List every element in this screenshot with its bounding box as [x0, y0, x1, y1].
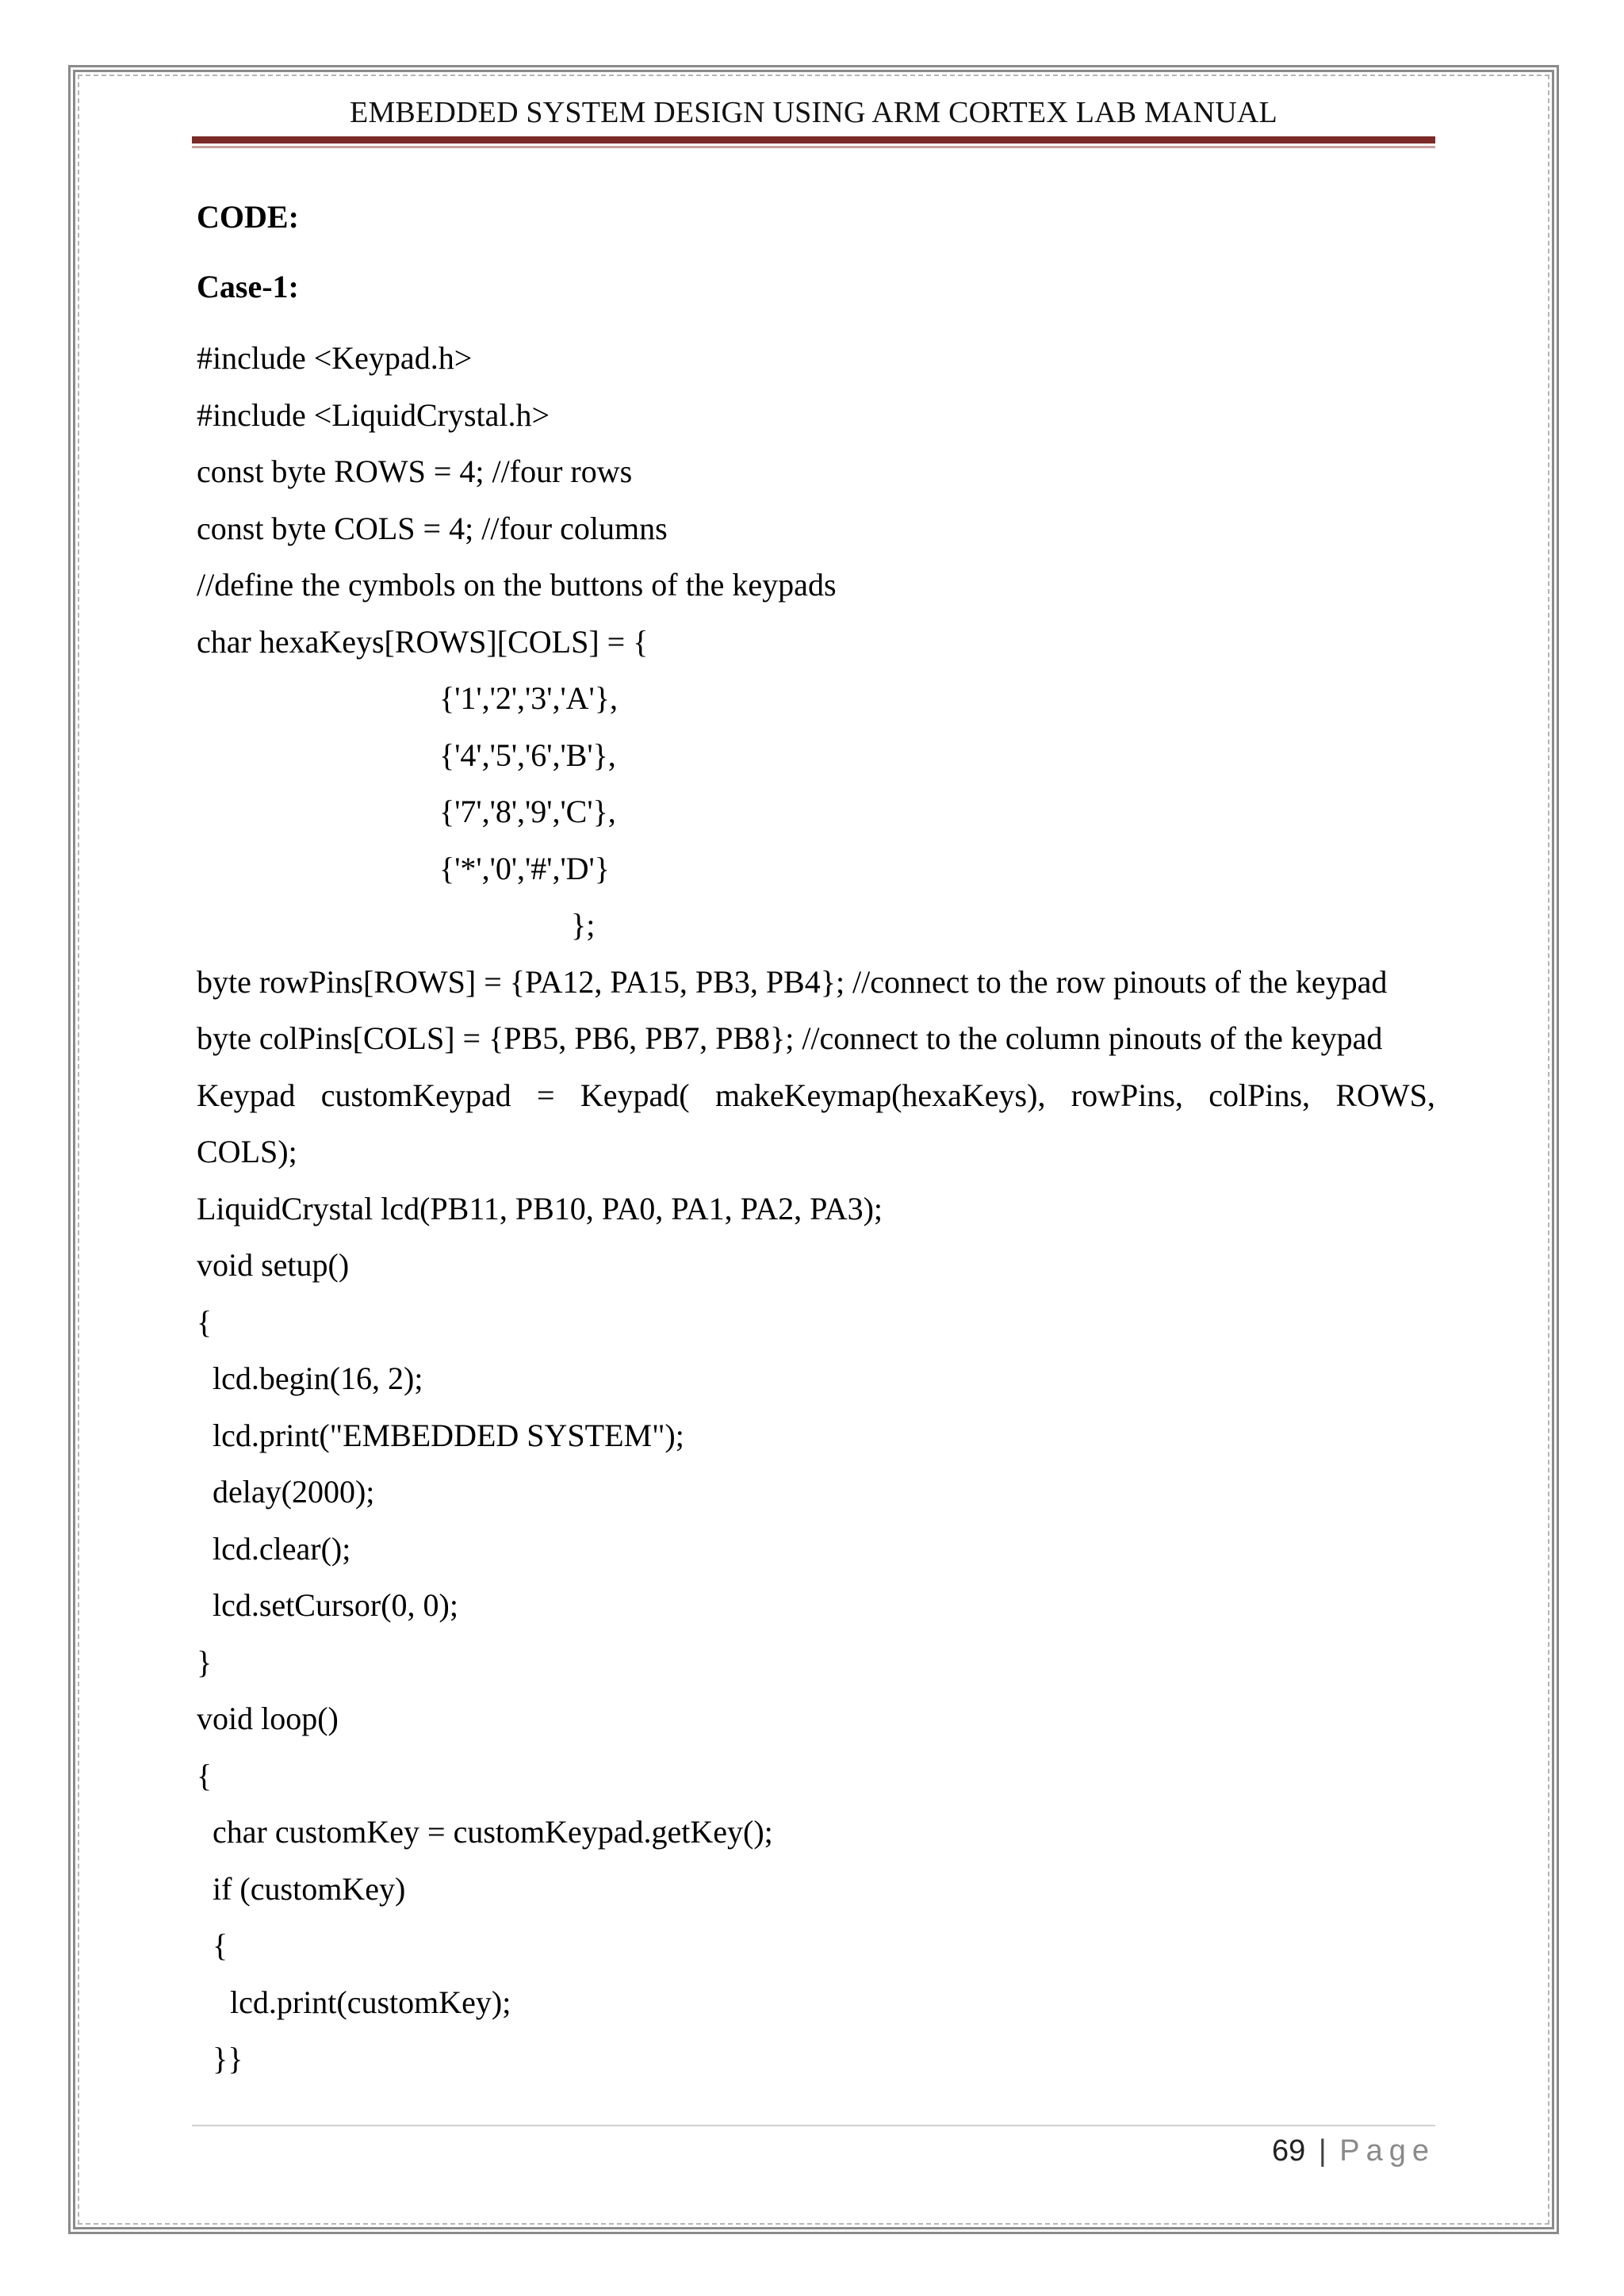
- footer-separator: |: [1318, 2134, 1327, 2168]
- section-heading-code: CODE:: [197, 199, 299, 235]
- code-line: void loop(): [197, 1701, 339, 1736]
- code-line: LiquidCrystal lcd(PB11, PB10, PA0, PA1, PA2, PA3);: [197, 1190, 883, 1226]
- code-word: ROWS,: [1335, 1077, 1435, 1113]
- code-line: char customKey = customKeypad.getKey();: [213, 1814, 773, 1850]
- header-rule-thin: [192, 146, 1435, 148]
- code-line: lcd.print(customKey);: [230, 1984, 511, 2020]
- page-footer: [1272, 2134, 1435, 2168]
- code-line: void setup(): [197, 1247, 350, 1283]
- code-line: delay(2000);: [213, 1474, 375, 1510]
- code-line: const byte ROWS = 4; //four rows: [197, 453, 633, 489]
- running-header: EMBEDDED SYSTEM DESIGN USING ARM CORTEX LAB MANUAL: [350, 96, 1277, 129]
- code-line: }}: [213, 2041, 243, 2076]
- code-line: lcd.clear();: [213, 1530, 351, 1567]
- code-line: byte rowPins[ROWS] = {PA12, PA15, PB3, PB4}; //connect to the row pinouts of the keypad: [197, 963, 1388, 1000]
- page-label: Page: [1339, 2134, 1435, 2168]
- code-line: {'7','8','9','C'},: [439, 794, 616, 829]
- code-word: customKeypad: [320, 1077, 511, 1113]
- code-line-justified: [197, 1067, 1435, 1124]
- code-word: =: [537, 1077, 555, 1113]
- page-content: [197, 190, 1435, 2087]
- code-line: #include <Keypad.h>: [197, 340, 473, 376]
- code-line: #include <LiquidCrystal.h>: [197, 396, 550, 433]
- code-word: Keypad: [197, 1077, 296, 1113]
- code-line: lcd.begin(16, 2);: [213, 1360, 423, 1396]
- code-line: {'1','2','3','A'},: [439, 680, 618, 716]
- code-line: {: [213, 1927, 228, 1963]
- code-line: }: [197, 1644, 213, 1680]
- code-line: lcd.setCursor(0, 0);: [213, 1587, 458, 1623]
- code-line: {: [197, 1303, 213, 1340]
- code-word: rowPins,: [1071, 1077, 1183, 1113]
- code-line: COLS);: [197, 1134, 297, 1169]
- footer-rule: [192, 2125, 1435, 2126]
- code-line: //define the cymbols on the buttons of the keypads: [197, 567, 837, 603]
- section-heading-case: Case-1:: [197, 269, 299, 304]
- code-line: {'*','0','#','D'}: [439, 850, 610, 886]
- code-line: char hexaKeys[ROWS][COLS] = {: [197, 623, 649, 660]
- code-line: {'4','5','6','B'},: [439, 737, 616, 773]
- code-line: };: [571, 907, 596, 943]
- page-number: 69: [1271, 2134, 1306, 2168]
- code-word: Keypad(: [580, 1077, 690, 1113]
- code-line: {: [197, 1757, 213, 1793]
- code-word: makeKeymap(hexaKeys),: [714, 1077, 1046, 1113]
- code-line: byte colPins[COLS] = {PB5, PB6, PB7, PB8}; //connect to the column pinouts of the keypad: [197, 1020, 1383, 1056]
- code-line: if (customKey): [213, 1870, 406, 1907]
- code-line: lcd.print("EMBEDDED SYSTEM");: [213, 1417, 684, 1453]
- code-line: const byte COLS = 4; //four columns: [197, 510, 668, 546]
- header-rule: [192, 136, 1435, 144]
- code-word: colPins,: [1208, 1077, 1311, 1113]
